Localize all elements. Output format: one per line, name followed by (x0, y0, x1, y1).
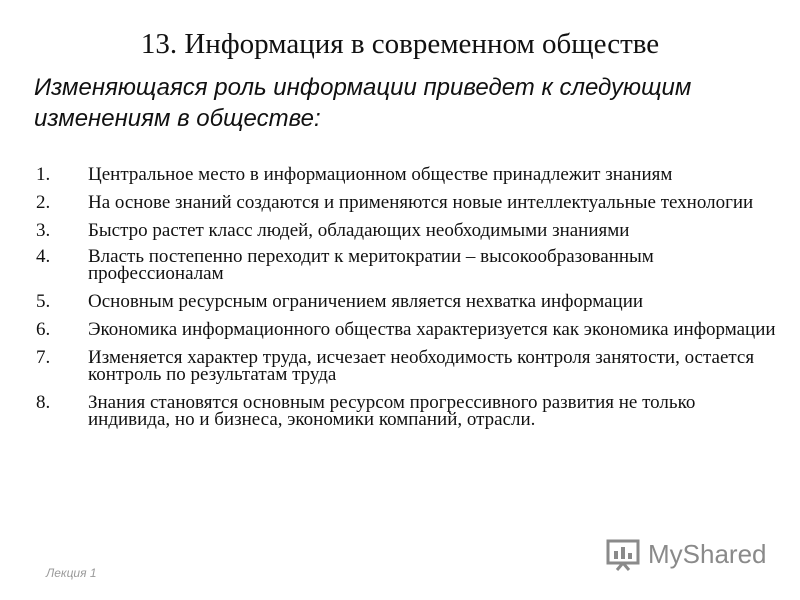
list-item-text: Знания становятся основным ресурсом прогрессивного развития не только индивида, но и бизнеса, экономики компаний, отрасли. (88, 392, 696, 430)
list-item-number: 6. (36, 319, 51, 340)
myshared-logo-text: MyShared (648, 538, 767, 569)
list-item (0, 166, 778, 183)
list-item (0, 248, 778, 282)
list-item-text: Центральное место в информационном обществе принадлежит знаниям (88, 164, 673, 185)
list-item-text: Основным ресурсным ограничением является нехватка информации (88, 291, 644, 312)
list-item-number: 7. (36, 347, 51, 368)
list-item-number: 3. (36, 220, 51, 241)
list-item (0, 394, 778, 428)
list-item-number: 1. (36, 164, 51, 185)
list-item (0, 293, 778, 310)
list-item-text: На основе знаний создаются и применяются новые интеллектуальные технологии (88, 192, 754, 213)
list-item (0, 349, 778, 383)
list-item (0, 222, 778, 239)
list-item (0, 321, 778, 338)
slide-subtitle: Изменяющаяся роль информации приведет к следующим изменениям в обществе: (34, 74, 692, 132)
list-item-number: 2. (36, 192, 51, 213)
slide-title: 13. Информация в современном обществе (140, 28, 660, 60)
numbered-list (0, 166, 800, 439)
myshared-logo (606, 536, 767, 572)
list-item-text: Экономика информационного общества характеризуется как экономика информации (88, 319, 776, 340)
myshared-logo-icon (606, 537, 642, 571)
list-item-text: Изменяется характер труда, исчезает необходимость контроля занятости, остается контроль по результатам труда (88, 347, 755, 385)
list-item (0, 194, 778, 211)
list-item-text: Быстро растет класс людей, обладающих необходимыми знаниями (88, 220, 630, 241)
list-item-number: 8. (36, 392, 51, 413)
list-item-number: 5. (36, 291, 51, 312)
slide-footer: Лекция 1 (46, 566, 97, 580)
list-item-text: Власть постепенно переходит к меритократии – высокообразованным профессионалам (88, 246, 654, 284)
list-item-number: 4. (36, 246, 51, 267)
